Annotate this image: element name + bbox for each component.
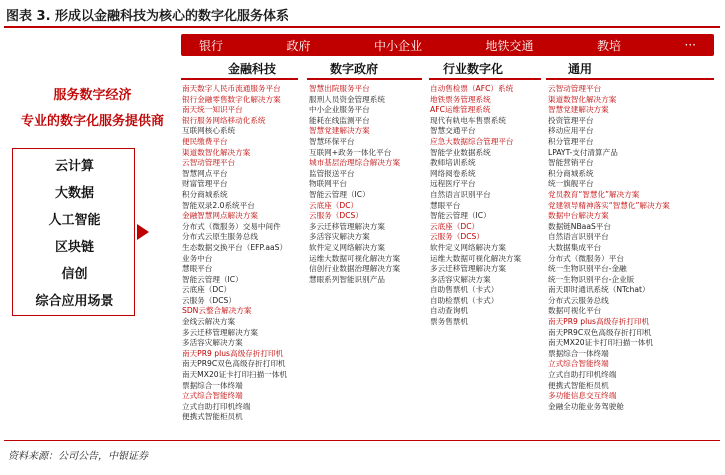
product-item: 业务中台 [182, 253, 213, 263]
banner-item-more: ··· [684, 38, 696, 52]
product-item: 智能云管理（IC） [182, 274, 243, 284]
product-item: 智能云管理（IC） [430, 211, 491, 221]
product-item: 慧眼平台 [182, 264, 213, 274]
product-item: 南天即时通讯系统（NTchat） [548, 285, 650, 295]
product-item: 城市基层治理综合解决方案 [309, 158, 401, 168]
product-item: 银行金融零售数字化解决方案 [182, 94, 281, 104]
column-divider-fintech [181, 78, 298, 80]
product-item: 自动售检票（AFC）系统 [430, 84, 514, 93]
product-item: 智慧出院服务平台 [309, 84, 370, 93]
product-item: 网络阅卷系统 [430, 168, 476, 178]
product-item: 立式自助打印机终端 [182, 401, 251, 411]
left-heading-digital-economy: 服务数字经济 [53, 88, 132, 103]
banner-item-metro-transport: 地铁交通 [485, 38, 534, 53]
product-item: 分布式（微服务）交易中间件 [182, 221, 281, 231]
product-item: 远程医疗平台 [430, 179, 476, 189]
product-item: 立式自助打印机终端 [548, 370, 617, 380]
product-item: 软件定义网络解决方案 [430, 242, 506, 252]
column-divider-digital-government [307, 78, 422, 80]
product-item: 智能学业数据系统 [430, 147, 491, 157]
column-heading-industry-digitalization: 行业数字化 [443, 62, 504, 76]
figure-title: 图表 3. 形成以金融科技为核心的数字化服务体系 [6, 9, 290, 24]
product-item: 物联网平台 [309, 179, 347, 189]
product-item: 多云迁移管理解决方案 [430, 264, 506, 274]
product-item: 智能云管理（IC） [309, 189, 370, 199]
technology-box [12, 148, 135, 316]
product-item: 渠道数智化解决方案 [548, 94, 617, 104]
product-item: LPAYT-支付清算产品 [548, 147, 618, 157]
product-item: 多功能信息交互终端 [548, 391, 617, 401]
banner-item-sme: 中小企业 [374, 38, 423, 53]
product-item: SDN云整合解决方案 [182, 306, 252, 316]
column-heading-fintech: 金融科技 [228, 62, 277, 76]
product-item: 自助售票机（卡式） [430, 285, 499, 295]
product-item: 数据可视化平台 [548, 306, 602, 316]
product-item: 智慧网点平台 [182, 168, 228, 178]
product-item: 金融智慧网点解决方案 [182, 211, 258, 221]
product-item: 财富管理平台 [182, 179, 228, 189]
product-item: 云底座（DC） [430, 221, 480, 231]
product-item: 能耗在线监测平台 [309, 115, 370, 125]
product-item: 分布式云服务总线 [548, 295, 609, 305]
product-item: 地铁票务管理系统 [430, 94, 491, 104]
banner-item-education: 教培 [597, 38, 622, 53]
product-item: 银行服务网络移动化系统 [182, 115, 266, 125]
product-item: 智能双录2.0系统平台 [182, 200, 255, 210]
product-item: 智慧环保平台 [309, 136, 355, 146]
product-item: AFC运维管理系统 [430, 105, 491, 115]
right-arrow-icon [137, 224, 149, 240]
banner-item-bank: 银行 [199, 38, 224, 53]
column-divider-industry-digitalization [429, 78, 541, 80]
tech-item-cloud: 云计算 [54, 159, 94, 174]
product-item: 分布式云原生服务总线 [182, 232, 258, 242]
product-item: 统一生物识别平台-企业版 [548, 274, 635, 284]
left-heading-provider: 专业的数字化服务提供商 [20, 114, 164, 129]
product-item: 云智动管理平台 [548, 84, 602, 93]
product-item: 自然语言识别平台 [548, 232, 609, 242]
product-item: 云智动管理平台 [182, 158, 236, 168]
product-item: 便民缴费平台 [182, 136, 228, 146]
column-list-industry-digitalization [430, 84, 544, 328]
product-item: 中小企业服务平台 [309, 105, 370, 115]
product-item: 云服务（DCS） [182, 295, 236, 305]
product-item: 信创行业数据治理解决方案 [309, 264, 401, 274]
product-item: 便携式智能柜员机 [182, 412, 243, 422]
product-item: 智慧交通平台 [430, 126, 476, 136]
tech-item-xinchuang: 信创 [61, 267, 88, 282]
product-item: 统一生物识别平台-金融 [548, 264, 627, 274]
product-item: 分布式（微服务）平台 [548, 253, 624, 263]
product-item: 票务售票机 [430, 317, 468, 327]
product-item: 便携式智能柜员机 [548, 380, 609, 390]
product-item: 南天PR9 plus高级存折打印机 [182, 348, 284, 358]
column-heading-digital-government: 数字政府 [330, 62, 379, 76]
product-item: 云服务（DCS） [430, 232, 484, 242]
product-item: 统一旗舰平台 [548, 179, 594, 189]
product-item: 现代有轨电车售票系统 [430, 115, 506, 125]
product-item: 多云迁移管理解决方案 [182, 327, 258, 337]
column-list-digital-government [309, 84, 427, 285]
product-item: 云底座（DC） [309, 200, 359, 210]
product-item: 生态数据交换平台（EFP.aaS） [182, 242, 288, 252]
product-item: 数据中台解决方案 [548, 211, 609, 221]
product-item: 智慧党建解决方案 [309, 126, 370, 136]
product-item: 党员教育“智慧化”解决方案 [548, 189, 640, 199]
product-item: 票据综合一体终端 [182, 380, 243, 390]
product-item: 慧眼平台 [430, 200, 461, 210]
product-item: 南天统一知识平台 [182, 105, 243, 115]
column-list-fintech [182, 84, 304, 423]
product-item: 云服务（DCS） [309, 211, 363, 221]
industry-banner [181, 34, 714, 56]
product-item: 南天PR9C双色高级存折打印机 [182, 359, 286, 369]
product-item: 党建领导精神落实“智慧化”解决方案 [548, 200, 670, 210]
tech-item-blockchain: 区块链 [54, 240, 94, 255]
column-list-general [548, 84, 720, 412]
tech-item-ai: 人工智能 [48, 213, 101, 228]
product-item: 积分商城系统 [182, 189, 228, 199]
product-item: 移动应用平台 [548, 126, 594, 136]
product-item: 应急大数据综合管理平台 [430, 136, 514, 146]
product-item: 服刑人员资金管理系统 [309, 94, 385, 104]
column-divider-general [546, 78, 714, 80]
product-item: 立式综合智能终端 [548, 359, 609, 369]
product-item: 自助检票机（卡式） [430, 295, 499, 305]
product-item: 监管报送平台 [309, 168, 355, 178]
product-item: 运维大数据可视化解决方案 [309, 253, 401, 263]
product-item: 金线云解决方案 [182, 317, 236, 327]
column-heading-general: 通用 [568, 62, 593, 76]
product-item: 南天数字人民币流通服务平台 [182, 84, 281, 93]
footer-divider [4, 440, 720, 441]
banner-item-government: 政府 [286, 38, 311, 53]
product-item: 大数据集成平台 [548, 242, 602, 252]
product-item: 多活容灾解决方案 [182, 338, 243, 348]
tech-item-applications: 综合应用场景 [35, 294, 114, 309]
product-item: 金融全功能业务驾驶舱 [548, 401, 624, 411]
product-item: 南天PR9C双色高级存折打印机 [548, 327, 652, 337]
product-item: 软件定义网络解决方案 [309, 242, 385, 252]
product-item: 互联网+政务一体化平台 [309, 147, 392, 157]
product-item: 渠道数智化解决方案 [182, 147, 251, 157]
product-item: 南天MX20证卡打印扫描一体机 [182, 370, 287, 380]
product-item: 积分商城系统 [548, 168, 594, 178]
product-item: 多活容灾解决方案 [430, 274, 491, 284]
product-item: 数据链NBaaS平台 [548, 221, 611, 231]
product-item: 积分管理平台 [548, 136, 594, 146]
product-item: 运维大数据可视化解决方案 [430, 253, 522, 263]
product-item: 南天MX20证卡打印扫描一体机 [548, 338, 653, 348]
product-item: 多云迁移管理解决方案 [309, 221, 385, 231]
product-item: 云底座（DC） [182, 285, 232, 295]
product-item: 多活容灾解决方案 [309, 232, 370, 242]
product-item: 南天PR9 plus高级存折打印机 [548, 317, 650, 327]
product-item: 投资管理平台 [548, 115, 594, 125]
product-item: 票据综合一体终端 [548, 348, 609, 358]
product-item: 智能营销平台 [548, 158, 594, 168]
figure-title-bar [4, 2, 720, 26]
product-item: 立式综合智能终端 [182, 391, 243, 401]
product-item: 互联网核心系统 [182, 126, 236, 136]
product-item: 教师培训系统 [430, 158, 476, 168]
product-item: 慧眼系列智能识别产品 [309, 274, 385, 284]
product-item: 自动查询机 [430, 306, 468, 316]
title-divider [4, 26, 720, 28]
product-item: 自然语言识别平台 [430, 189, 491, 199]
product-item: 智慧党建解决方案 [548, 105, 609, 115]
tech-item-big-data: 大数据 [54, 186, 94, 201]
source-note: 资料来源：公司公告，中银证券 [8, 451, 148, 462]
